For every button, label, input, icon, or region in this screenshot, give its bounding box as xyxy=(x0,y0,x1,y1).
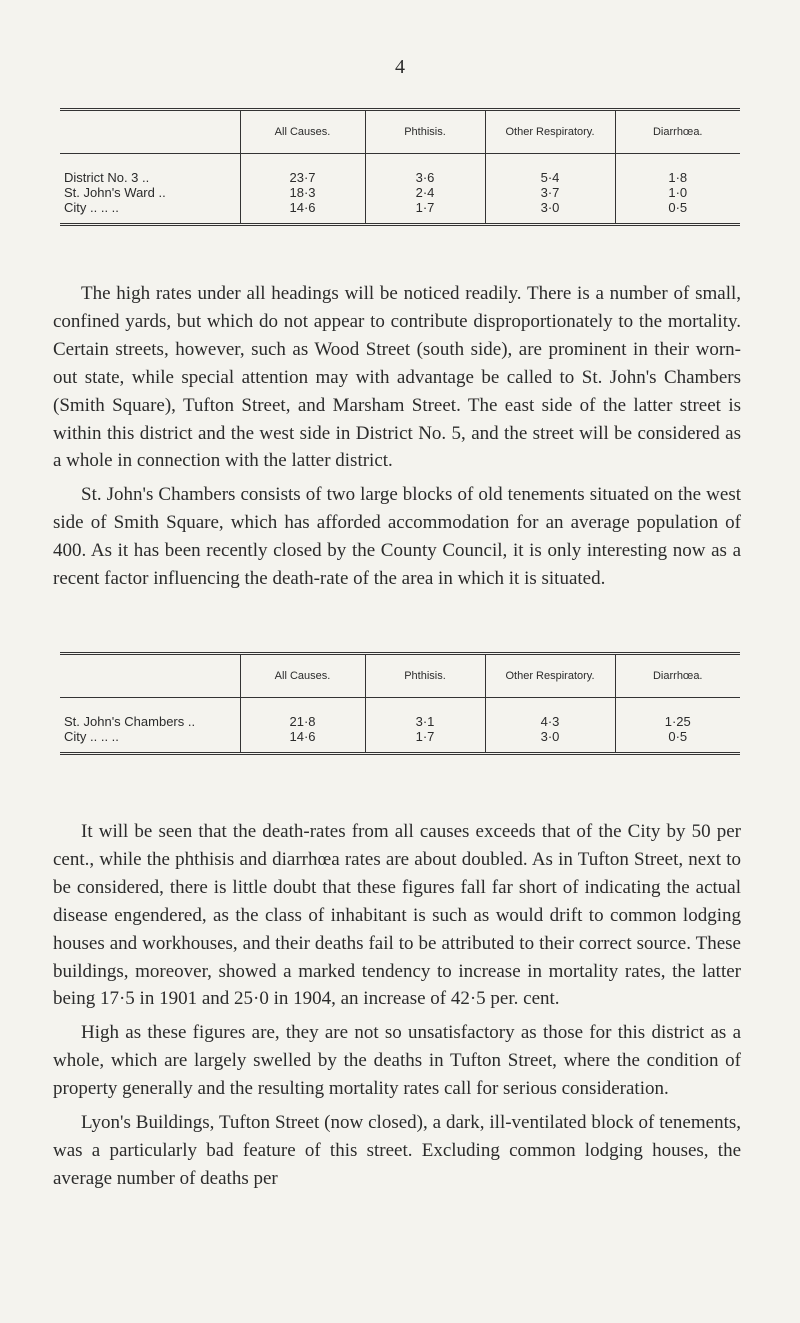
cell-diarrhoea: 0·5 xyxy=(615,729,740,754)
cell-other-respiratory: 4·3 xyxy=(485,698,615,730)
row-label: St. John's Chambers .. xyxy=(64,714,196,729)
cell-phthisis: 3·1 xyxy=(365,698,485,730)
cell-all-causes: 18·3 xyxy=(240,185,365,200)
cell-other-respiratory: 3·0 xyxy=(485,729,615,754)
cell-other-respiratory: 5·4 xyxy=(485,154,615,186)
header-phthisis: Phthisis. xyxy=(365,110,485,154)
row-label: St. John's Ward .. xyxy=(64,185,166,200)
header-other-respiratory: Other Respiratory. xyxy=(485,654,615,698)
table-header-row xyxy=(60,654,740,698)
row-label: City .. .. .. xyxy=(60,200,240,225)
cell-all-causes: 21·8 xyxy=(240,698,365,730)
header-all-causes: All Causes. xyxy=(240,654,365,698)
cell-all-causes: 14·6 xyxy=(240,200,365,225)
cell-phthisis: 3·6 xyxy=(365,154,485,186)
cell-diarrhoea: 1·25 xyxy=(615,698,740,730)
mortality-table-district-3 xyxy=(60,108,740,226)
cell-diarrhoea: 0·5 xyxy=(615,200,740,225)
header-blank xyxy=(60,110,240,154)
cell-all-causes: 14·6 xyxy=(240,729,365,754)
page-number: 4 xyxy=(395,56,405,78)
row-label: City .. .. .. xyxy=(60,729,240,754)
header-other-respiratory: Other Respiratory. xyxy=(485,110,615,154)
table-header-row xyxy=(60,110,740,154)
header-phthisis: Phthisis. xyxy=(365,654,485,698)
header-diarrhoea: Diarrhœa. xyxy=(615,654,740,698)
cell-other-respiratory: 3·0 xyxy=(485,200,615,225)
header-all-causes: All Causes. xyxy=(240,110,365,154)
cell-phthisis: 1·7 xyxy=(365,729,485,754)
table-row xyxy=(60,729,740,754)
table-row xyxy=(60,698,740,730)
table-row xyxy=(60,200,740,225)
body-text-section-2 xyxy=(53,818,741,1199)
paragraph: Lyon's Buildings, Tufton Street (now closed), a dark, ill-ventilated block of tenements, was a particularly bad feature of this street. Excluding common lodging houses, the average number of deaths per xyxy=(53,1112,741,1189)
cell-all-causes: 23·7 xyxy=(240,154,365,186)
table-row xyxy=(60,185,740,200)
cell-other-respiratory: 3·7 xyxy=(485,185,615,200)
cell-phthisis: 1·7 xyxy=(365,200,485,225)
mortality-table-st-johns-chambers xyxy=(60,652,740,755)
body-text-section-1 xyxy=(53,280,741,599)
row-label: District No. 3 .. xyxy=(64,170,150,185)
table-row xyxy=(60,154,740,186)
paragraph: St. John's Chambers consists of two large blocks of old tenements situated on the west side of Smith Square, which has afforded accommodation for an average population of 400. As it has been recently closed by the County Council, it is only interesting now as a recent factor influencing the death-rate of the area in which it is situated. xyxy=(53,484,741,590)
paragraph: It will be seen that the death-rates from all causes exceeds that of the City by 50 per cent., while the phthisis and diarrhœa rates are about doubled. As in Tufton Street, next to be considered, there is little doubt that these figures fall far short of indicating the actual disease engendered, as the class of inhabitant is such as would drift to common lodging houses and workhouses, and their deaths fail to be attributed to their correct source. These buildings, moreover, showed a marked tendency to increase in mortality rates, the latter being 17·5 in 1901 and 25·0 in 1904, an increase of 42·5 per. cent. xyxy=(53,821,741,1010)
cell-diarrhoea: 1·8 xyxy=(615,154,740,186)
paragraph: The high rates under all headings will be noticed readily. There is a number of small, confined yards, but which do not appear to contribute disproportionately to the mortality. Certain streets, however, such as Wood Street (south side), are prominent in their worn-out state, while special attention may with advantage be called to St. John's Chambers (Smith Square), Tufton Street, and Marsham Street. The east side of the latter street is within this district and the west side in District No. 5, and the street will be considered as a whole in connection with the latter district. xyxy=(53,283,741,472)
cell-phthisis: 2·4 xyxy=(365,185,485,200)
cell-diarrhoea: 1·0 xyxy=(615,185,740,200)
header-blank xyxy=(60,654,240,698)
paragraph: High as these figures are, they are not so unsatisfactory as those for this district as a whole, which are largely swelled by the deaths in Tufton Street, where the condition of property generally and the resulting mortality rates call for serious consideration. xyxy=(53,1022,741,1100)
header-diarrhoea: Diarrhœa. xyxy=(615,110,740,154)
